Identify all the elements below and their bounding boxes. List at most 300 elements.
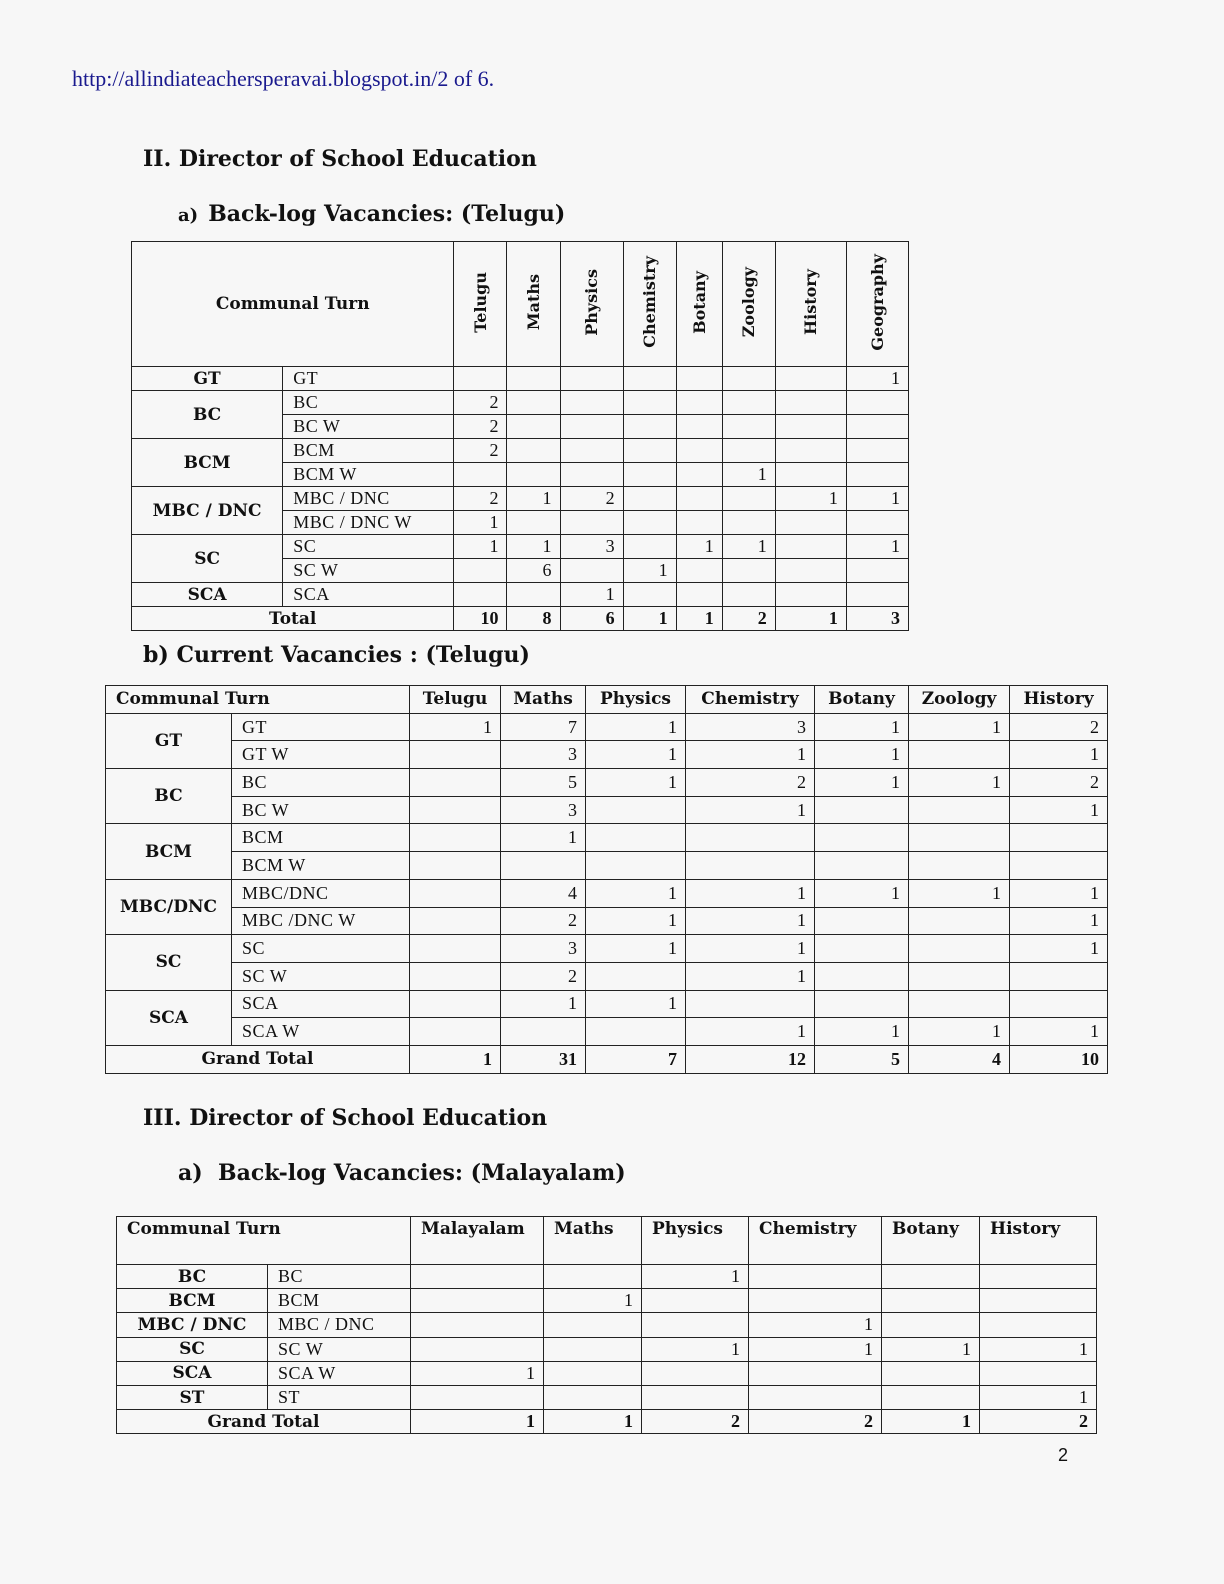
column-header	[846, 242, 908, 367]
value-cell: 5	[501, 769, 586, 797]
value-cell	[507, 415, 560, 439]
table-row	[106, 962, 1108, 990]
value-cell: 1	[586, 713, 686, 741]
value-cell	[676, 511, 722, 535]
value-cell	[586, 1018, 686, 1046]
column-header: Physics	[586, 686, 686, 714]
total-label: Grand Total	[117, 1410, 411, 1434]
value-cell: 1	[1010, 907, 1108, 935]
total-cell: 1	[544, 1410, 642, 1434]
value-cell: 3	[501, 741, 586, 769]
value-cell	[676, 487, 722, 511]
value-cell	[676, 559, 722, 583]
total-label: Grand Total	[106, 1045, 410, 1073]
value-cell	[722, 487, 775, 511]
value-cell	[909, 962, 1010, 990]
column-header	[722, 242, 775, 367]
table-row	[117, 1385, 1097, 1409]
column-header	[676, 242, 722, 367]
value-cell: 1	[749, 1313, 882, 1337]
column-header	[454, 242, 507, 367]
value-cell: 1	[411, 1361, 544, 1385]
header-url: http://allindiateachersperavai.blogspot.in/2 of 6.	[72, 66, 495, 91]
value-cell	[642, 1361, 749, 1385]
value-cell	[560, 367, 623, 391]
value-cell	[676, 391, 722, 415]
value-cell: 1	[980, 1337, 1097, 1361]
value-cell	[642, 1289, 749, 1313]
value-cell: 1	[686, 1018, 815, 1046]
value-cell: 1	[586, 769, 686, 797]
value-cell: 1	[749, 1337, 882, 1361]
value-cell: 1	[586, 879, 686, 907]
value-cell	[560, 463, 623, 487]
value-cell: 1	[846, 367, 908, 391]
value-cell	[749, 1361, 882, 1385]
value-cell	[686, 852, 815, 880]
value-cell: 1	[815, 741, 909, 769]
value-cell: 1	[501, 990, 586, 1018]
total-cell: 8	[507, 607, 560, 631]
value-cell	[815, 990, 909, 1018]
row-label: SC W	[283, 559, 454, 583]
group-label: SC	[106, 935, 232, 990]
backlog-malayalam-table	[116, 1216, 1097, 1434]
table-row	[106, 879, 1108, 907]
value-cell: 1	[410, 713, 501, 741]
value-cell	[909, 907, 1010, 935]
group-label: BCM	[117, 1289, 268, 1313]
value-cell	[722, 511, 775, 535]
value-cell	[722, 559, 775, 583]
row-label: BCM W	[283, 463, 454, 487]
value-cell	[676, 439, 722, 463]
table-header-row	[106, 686, 1108, 714]
value-cell	[642, 1313, 749, 1337]
total-cell: 5	[815, 1045, 909, 1073]
total-cell: 31	[501, 1045, 586, 1073]
value-cell	[909, 824, 1010, 852]
value-cell	[846, 391, 908, 415]
value-cell	[410, 879, 501, 907]
column-header: History	[980, 1217, 1097, 1265]
row-label: SC	[283, 535, 454, 559]
heading-text: Back-log Vacancies: (Telugu)	[208, 201, 566, 227]
table-header-row	[132, 242, 909, 367]
table-row	[106, 824, 1108, 852]
value-cell: 1	[1010, 879, 1108, 907]
value-cell	[676, 583, 722, 607]
total-row	[132, 607, 909, 631]
group-label: MBC / DNC	[117, 1313, 268, 1337]
value-cell: 1	[722, 463, 775, 487]
group-label: SCA	[106, 990, 232, 1045]
group-label: MBC/DNC	[106, 879, 232, 934]
total-cell: 1	[410, 1045, 501, 1073]
row-label: ST	[268, 1385, 411, 1409]
value-cell: 1	[909, 1018, 1010, 1046]
value-cell: 2	[1010, 713, 1108, 741]
total-cell: 1	[775, 607, 846, 631]
value-cell	[642, 1385, 749, 1409]
value-cell	[507, 583, 560, 607]
current-telugu-heading	[143, 642, 530, 668]
total-row	[106, 1045, 1108, 1073]
column-header: History	[1010, 686, 1108, 714]
row-label: SCA W	[268, 1361, 411, 1385]
value-cell	[410, 990, 501, 1018]
value-cell	[410, 935, 501, 963]
table-row	[106, 741, 1108, 769]
value-cell	[749, 1289, 882, 1313]
value-cell	[586, 824, 686, 852]
column-header: Maths	[501, 686, 586, 714]
value-cell	[846, 511, 908, 535]
value-cell: 1	[676, 535, 722, 559]
value-cell: 1	[642, 1265, 749, 1289]
total-cell: 1	[882, 1410, 980, 1434]
group-label: BCM	[132, 439, 283, 487]
value-cell	[775, 559, 846, 583]
value-cell: 2	[1010, 769, 1108, 797]
value-cell	[722, 367, 775, 391]
value-cell: 1	[775, 487, 846, 511]
total-cell: 1	[623, 607, 676, 631]
value-cell	[909, 852, 1010, 880]
value-cell	[749, 1385, 882, 1409]
value-cell: 2	[501, 907, 586, 935]
table-row	[132, 367, 909, 391]
value-cell	[410, 769, 501, 797]
value-cell	[909, 796, 1010, 824]
group-label: BC	[117, 1265, 268, 1289]
value-cell	[411, 1385, 544, 1409]
table-row	[106, 713, 1108, 741]
value-cell: 2	[501, 962, 586, 990]
value-cell	[775, 415, 846, 439]
table-row	[132, 535, 909, 559]
value-cell	[623, 583, 676, 607]
row-label: SCA W	[232, 1018, 410, 1046]
value-cell	[980, 1313, 1097, 1337]
column-header: Physics	[642, 1217, 749, 1265]
row-label: SCA	[232, 990, 410, 1018]
value-cell	[544, 1337, 642, 1361]
value-cell	[623, 439, 676, 463]
value-cell	[454, 463, 507, 487]
total-cell: 10	[454, 607, 507, 631]
total-cell: 1	[676, 607, 722, 631]
group-label: SC	[117, 1337, 268, 1361]
row-label: MBC / DNC W	[283, 511, 454, 535]
group-label: BC	[106, 769, 232, 824]
value-cell	[775, 511, 846, 535]
backlog-malayalam-heading	[178, 1160, 626, 1186]
value-cell	[882, 1265, 980, 1289]
section-3-title: III. Director of School Education	[143, 1105, 548, 1131]
value-cell: 1	[686, 796, 815, 824]
group-label: BCM	[106, 824, 232, 879]
communal-turn-header: Communal Turn	[132, 242, 454, 367]
value-cell: 1	[815, 769, 909, 797]
communal-turn-header: Communal Turn	[117, 1217, 411, 1265]
value-cell	[1010, 852, 1108, 880]
current-telugu-table	[105, 685, 1108, 1074]
value-cell: 1	[722, 535, 775, 559]
total-cell: 2	[749, 1410, 882, 1434]
value-cell	[560, 391, 623, 415]
value-cell: 1	[642, 1337, 749, 1361]
row-label: BC W	[232, 796, 410, 824]
value-cell	[410, 796, 501, 824]
heading-prefix: a)	[178, 1160, 203, 1186]
total-row	[117, 1410, 1097, 1434]
table-row	[106, 769, 1108, 797]
value-cell	[722, 439, 775, 463]
value-cell	[909, 741, 1010, 769]
group-label: SCA	[132, 583, 283, 607]
row-label: SC W	[268, 1337, 411, 1361]
table-row	[132, 391, 909, 415]
heading-prefix: a)	[178, 205, 199, 226]
column-header-label: Geography	[867, 253, 887, 351]
value-cell: 1	[846, 535, 908, 559]
total-cell: 6	[560, 607, 623, 631]
value-cell	[501, 852, 586, 880]
value-cell	[623, 367, 676, 391]
value-cell: 1	[909, 769, 1010, 797]
value-cell	[623, 535, 676, 559]
value-cell	[882, 1385, 980, 1409]
value-cell: 2	[454, 487, 507, 511]
value-cell	[623, 463, 676, 487]
total-cell: 2	[980, 1410, 1097, 1434]
value-cell	[586, 852, 686, 880]
row-label: BC	[283, 391, 454, 415]
value-cell: 1	[686, 935, 815, 963]
column-header: Telugu	[410, 686, 501, 714]
value-cell: 1	[686, 962, 815, 990]
value-cell: 1	[507, 535, 560, 559]
column-header-label: Telugu	[470, 271, 490, 333]
value-cell	[846, 415, 908, 439]
column-header: Botany	[882, 1217, 980, 1265]
value-cell	[501, 1018, 586, 1046]
value-cell	[815, 935, 909, 963]
value-cell	[560, 415, 623, 439]
value-cell	[454, 367, 507, 391]
table-row	[117, 1265, 1097, 1289]
column-header-label: Zoology	[739, 266, 759, 338]
value-cell	[411, 1265, 544, 1289]
group-label: BC	[132, 391, 283, 439]
value-cell	[775, 367, 846, 391]
value-cell	[686, 824, 815, 852]
table-row	[106, 935, 1108, 963]
value-cell	[846, 463, 908, 487]
value-cell: 3	[560, 535, 623, 559]
row-label: BCM	[283, 439, 454, 463]
value-cell	[775, 439, 846, 463]
column-header	[507, 242, 560, 367]
column-header-label: Chemistry	[640, 256, 660, 348]
value-cell: 2	[454, 439, 507, 463]
table-row	[106, 796, 1108, 824]
value-cell	[1010, 990, 1108, 1018]
value-cell: 3	[501, 935, 586, 963]
value-cell	[623, 415, 676, 439]
value-cell: 1	[1010, 796, 1108, 824]
column-header-label: Physics	[582, 268, 602, 336]
page-number: 2	[1058, 1445, 1069, 1465]
value-cell	[410, 962, 501, 990]
value-cell: 1	[815, 879, 909, 907]
total-cell: 1	[411, 1410, 544, 1434]
value-cell	[560, 559, 623, 583]
value-cell	[507, 439, 560, 463]
backlog-telugu-heading	[178, 201, 565, 227]
group-label: SC	[132, 535, 283, 583]
value-cell: 1	[1010, 935, 1108, 963]
communal-turn-header: Communal Turn	[106, 686, 410, 714]
value-cell: 1	[507, 487, 560, 511]
value-cell	[676, 367, 722, 391]
table-row	[106, 990, 1108, 1018]
table-row	[132, 487, 909, 511]
row-label: GT W	[232, 741, 410, 769]
value-cell: 1	[909, 879, 1010, 907]
value-cell	[507, 511, 560, 535]
group-label: SCA	[117, 1361, 268, 1385]
value-cell	[507, 367, 560, 391]
value-cell: 1	[454, 511, 507, 535]
total-cell: 2	[722, 607, 775, 631]
table-row	[132, 439, 909, 463]
table-row	[117, 1289, 1097, 1313]
value-cell	[1010, 962, 1108, 990]
value-cell: 1	[815, 1018, 909, 1046]
table-row	[117, 1337, 1097, 1361]
row-label: BCM	[232, 824, 410, 852]
value-cell	[544, 1385, 642, 1409]
value-cell	[507, 463, 560, 487]
value-cell	[846, 559, 908, 583]
value-cell: 1	[501, 824, 586, 852]
value-cell	[846, 439, 908, 463]
value-cell: 1	[586, 741, 686, 769]
value-cell: 4	[501, 879, 586, 907]
value-cell	[722, 583, 775, 607]
value-cell	[623, 487, 676, 511]
value-cell	[815, 907, 909, 935]
value-cell	[544, 1361, 642, 1385]
row-label: MBC / DNC	[268, 1313, 411, 1337]
value-cell	[410, 741, 501, 769]
value-cell	[775, 463, 846, 487]
row-label: BC	[232, 769, 410, 797]
value-cell	[454, 559, 507, 583]
value-cell	[676, 415, 722, 439]
total-cell: 2	[642, 1410, 749, 1434]
column-header: Zoology	[909, 686, 1010, 714]
value-cell: 1	[544, 1289, 642, 1313]
table-row	[106, 907, 1108, 935]
backlog-telugu-table	[131, 241, 909, 631]
value-cell	[507, 391, 560, 415]
value-cell	[560, 439, 623, 463]
value-cell	[722, 391, 775, 415]
total-label: Total	[132, 607, 454, 631]
row-label: MBC /DNC W	[232, 907, 410, 935]
value-cell	[586, 962, 686, 990]
value-cell	[846, 583, 908, 607]
value-cell	[411, 1289, 544, 1313]
heading-prefix: b)	[143, 642, 169, 668]
column-header-label: Botany	[689, 270, 709, 334]
value-cell	[909, 990, 1010, 1018]
value-cell: 1	[560, 583, 623, 607]
value-cell: 1	[882, 1337, 980, 1361]
value-cell	[410, 1018, 501, 1046]
column-header	[623, 242, 676, 367]
value-cell	[980, 1289, 1097, 1313]
value-cell	[775, 391, 846, 415]
value-cell	[411, 1313, 544, 1337]
total-cell: 4	[909, 1045, 1010, 1073]
value-cell: 2	[454, 415, 507, 439]
value-cell: 1	[815, 713, 909, 741]
value-cell	[410, 824, 501, 852]
group-label: GT	[106, 713, 232, 768]
value-cell	[815, 852, 909, 880]
row-label: GT	[232, 713, 410, 741]
value-cell	[909, 935, 1010, 963]
value-cell	[411, 1337, 544, 1361]
section-2-title: II. Director of School Education	[143, 146, 537, 172]
row-label: SC	[232, 935, 410, 963]
column-header-label: Maths	[524, 273, 543, 331]
row-label: GT	[283, 367, 454, 391]
row-label: SCA	[283, 583, 454, 607]
row-label: BCM W	[232, 852, 410, 880]
value-cell	[686, 990, 815, 1018]
value-cell	[980, 1361, 1097, 1385]
column-header: Chemistry	[686, 686, 815, 714]
row-label: MBC / DNC	[283, 487, 454, 511]
total-cell: 3	[846, 607, 908, 631]
table-row	[117, 1313, 1097, 1337]
total-cell: 10	[1010, 1045, 1108, 1073]
value-cell	[882, 1361, 980, 1385]
value-cell	[544, 1265, 642, 1289]
value-cell: 1	[586, 907, 686, 935]
value-cell	[1010, 824, 1108, 852]
heading-text: Current Vacancies : (Telugu)	[176, 642, 530, 668]
total-cell: 12	[686, 1045, 815, 1073]
heading-text: Back-log Vacancies: (Malayalam)	[218, 1160, 626, 1186]
value-cell: 1	[686, 907, 815, 935]
value-cell: 1	[909, 713, 1010, 741]
value-cell	[882, 1313, 980, 1337]
value-cell	[749, 1265, 882, 1289]
column-header: Maths	[544, 1217, 642, 1265]
value-cell: 2	[686, 769, 815, 797]
row-label: BC W	[283, 415, 454, 439]
group-label: GT	[132, 367, 283, 391]
group-label: ST	[117, 1385, 268, 1409]
value-cell: 2	[560, 487, 623, 511]
table-row	[132, 583, 909, 607]
